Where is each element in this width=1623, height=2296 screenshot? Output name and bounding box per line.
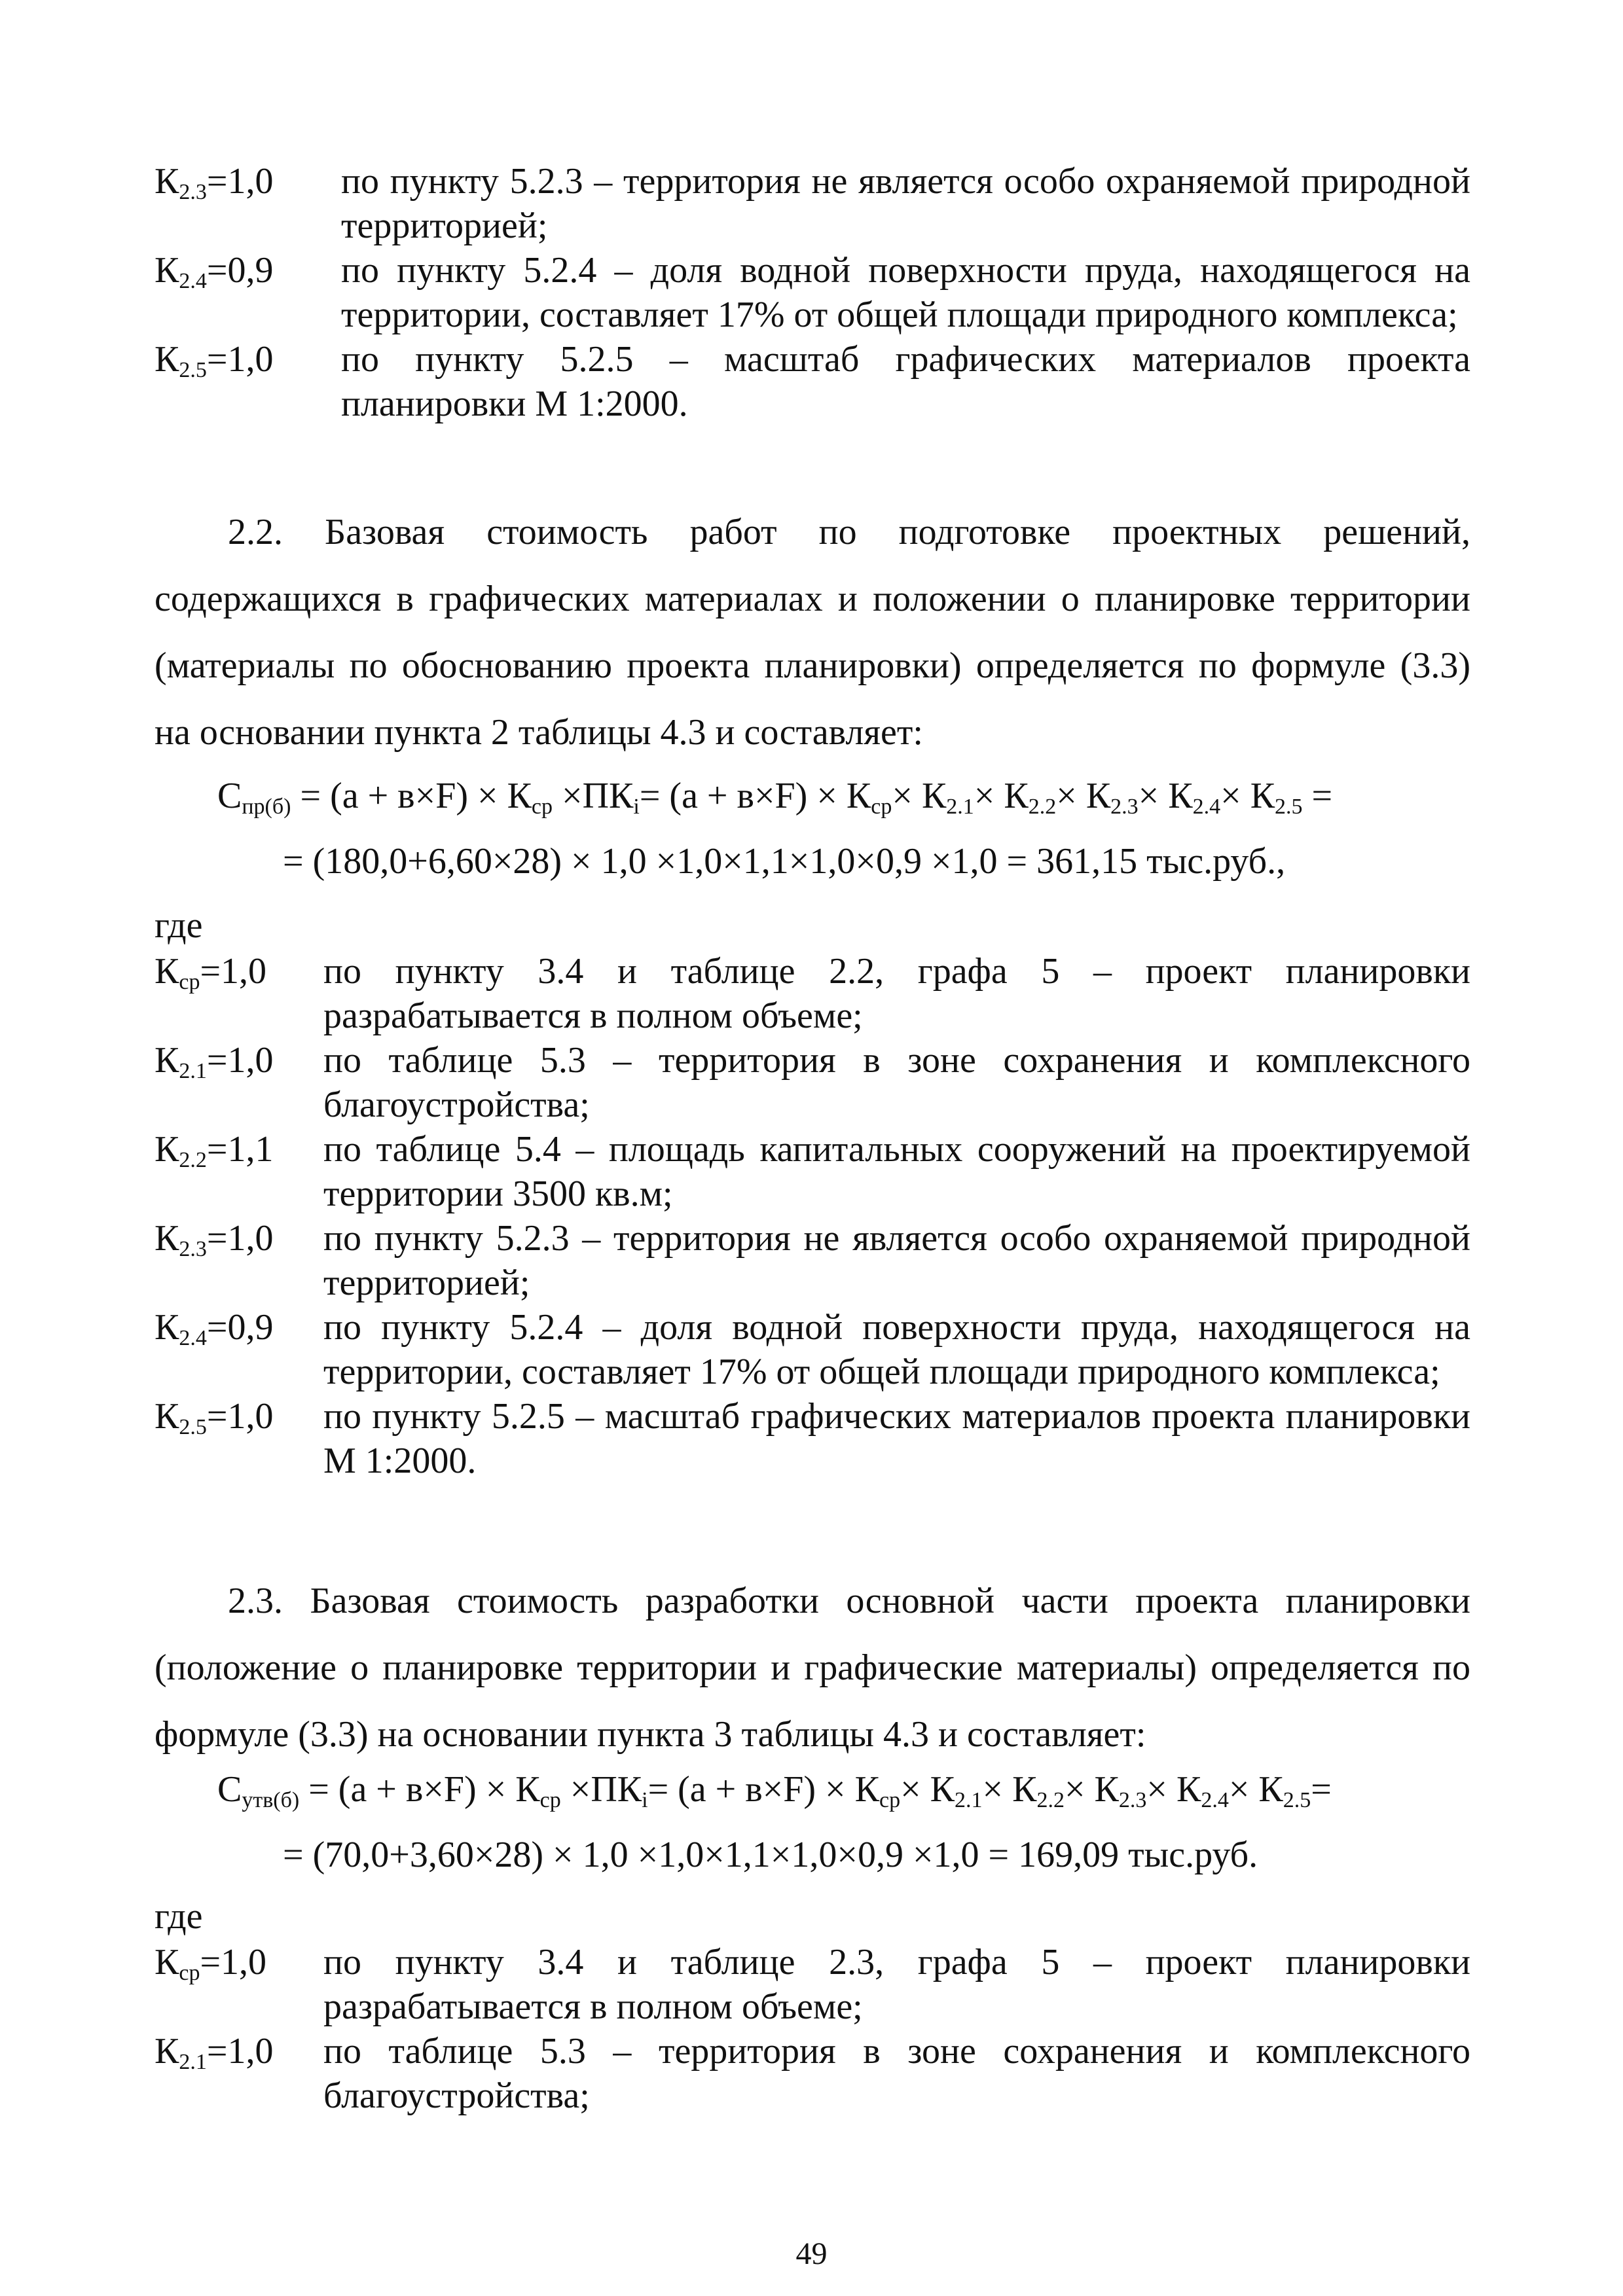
where-label: где bbox=[155, 905, 203, 946]
coefficient-list-middle bbox=[155, 949, 1470, 1483]
coefficient-label: $К_{2.5}=1,0$ bbox=[155, 339, 274, 382]
coefficient-row bbox=[155, 949, 1470, 1038]
coefficient-description: по пункту 5.2.5 – масштаб графических материалов проекта планировки М 1:2000. bbox=[341, 339, 1470, 424]
coefficient-description: по пункту 3.4 и таблице 2.2, графа 5 – проект планировки разрабатывается в полном объеме; bbox=[323, 951, 1470, 1036]
coefficient-label: $К_{2.1}=1,0$ bbox=[155, 1040, 274, 1083]
formula-line-2: = (70,0+3,60×28) × 1,0 ×1,0×1,1×1,0×0,9 ×1,0 = 169,09 тыс.руб. bbox=[283, 1835, 1258, 1875]
coefficient-list-top bbox=[155, 159, 1470, 426]
formula-line-1: $С_{утв(б)} = (а + в\times F) \times К_{ср} \times ПК_i= (а + в\times F) \times К_{ср}\times К_{2.1}\times К_{2.2}\times К_{2.3}\times К_{2.4}\times К_{2.5}=$ bbox=[217, 1769, 1332, 1812]
coefficient-row bbox=[155, 1127, 1470, 1216]
coefficient-label: $К_{ср}=1,0$ bbox=[155, 1942, 267, 1985]
coefficient-row bbox=[155, 1305, 1470, 1394]
paragraph-2-2: 2.2. Базовая стоимость работ по подготовке проектных решений, содержащихся в графических материалах и положении о планировке территории (материалы по обоснованию проекта планировки) определяется по формуле (3.3) на основании пункта 2 таблицы 4.3 и составляет: bbox=[155, 512, 1470, 753]
coefficient-row bbox=[155, 159, 1470, 248]
coefficient-description: по пункту 5.2.4 – доля водной поверхности пруда, находящегося на территории, составляет 17% от общей площади природного комплекса; bbox=[341, 250, 1470, 335]
coefficient-label: $К_{2.4}=0,9$ bbox=[155, 250, 274, 293]
page-number: 49 bbox=[795, 2236, 828, 2271]
coefficient-description: по пункту 5.2.4 – доля водной поверхности пруда, находящегося на территории, составляет 17% от общей площади природного комплекса; bbox=[323, 1307, 1470, 1392]
where-label: где bbox=[155, 1896, 203, 1937]
coefficient-row bbox=[155, 248, 1470, 337]
coefficient-row bbox=[155, 337, 1470, 426]
coefficient-row bbox=[155, 1038, 1470, 1127]
coefficient-label: $К_{2.2}=1,1$ bbox=[155, 1129, 274, 1172]
coefficient-row bbox=[155, 1216, 1470, 1305]
coefficient-description: по таблице 5.4 – площадь капитальных сооружений на проектируемой территории 3500 кв.м; bbox=[323, 1129, 1470, 1214]
coefficient-row bbox=[155, 1940, 1470, 2029]
coefficient-row bbox=[155, 1394, 1470, 1483]
coefficient-description: по пункту 3.4 и таблице 2.3, графа 5 – проект планировки разрабатывается в полном объеме; bbox=[323, 1942, 1470, 2027]
paragraph-2-3: 2.3. Базовая стоимость разработки основной части проекта планировки (положение о планировке территории и графические материалы) определяется по формуле (3.3) на основании пункта 3 таблицы 4.3 и составляет: bbox=[155, 1581, 1470, 1755]
coefficient-label: $К_{2.4}=0,9$ bbox=[155, 1307, 274, 1350]
formula-2-2 bbox=[155, 774, 1470, 884]
coefficient-list-bottom bbox=[155, 1940, 1470, 2118]
coefficient-description: по пункту 5.2.5 – масштаб графических материалов проекта планировки М 1:2000. bbox=[323, 1396, 1470, 1481]
coefficient-label: $К_{2.3}=1,0$ bbox=[155, 1218, 274, 1261]
coefficient-label: $К_{2.3}=1,0$ bbox=[155, 161, 274, 204]
coefficient-label: $К_{2.5}=1,0$ bbox=[155, 1396, 274, 1439]
coefficient-description: по пункту 5.2.3 – территория не является особо охраняемой природной территорией; bbox=[341, 161, 1470, 246]
coefficient-label: $К_{ср}=1,0$ bbox=[155, 951, 267, 994]
coefficient-description: по таблице 5.3 – территория в зоне сохранения и комплексного благоустройства; bbox=[323, 2031, 1470, 2116]
coefficient-description: по таблице 5.3 – территория в зоне сохранения и комплексного благоустройства; bbox=[323, 1040, 1470, 1125]
formula-line-1: $С_{пр(б)} = (а + в\times F) \times К_{ср} \times ПК_i= (а + в\times F) \times К_{ср}\times К_{2.1}\times К_{2.2}\times К_{2.3}\times К_{2.4}\times К_{2.5}$ = bbox=[217, 776, 1333, 819]
formula-line-2: = (180,0+6,60×28) × 1,0 ×1,0×1,1×1,0×0,9 ×1,0 = 361,15 тыс.руб., bbox=[283, 841, 1286, 882]
coefficient-row bbox=[155, 2029, 1470, 2118]
coefficient-label: $К_{2.1}=1,0$ bbox=[155, 2031, 274, 2074]
formula-2-3 bbox=[155, 1767, 1470, 1877]
coefficient-description: по пункту 5.2.3 – территория не является особо охраняемой природной территорией; bbox=[323, 1218, 1470, 1303]
